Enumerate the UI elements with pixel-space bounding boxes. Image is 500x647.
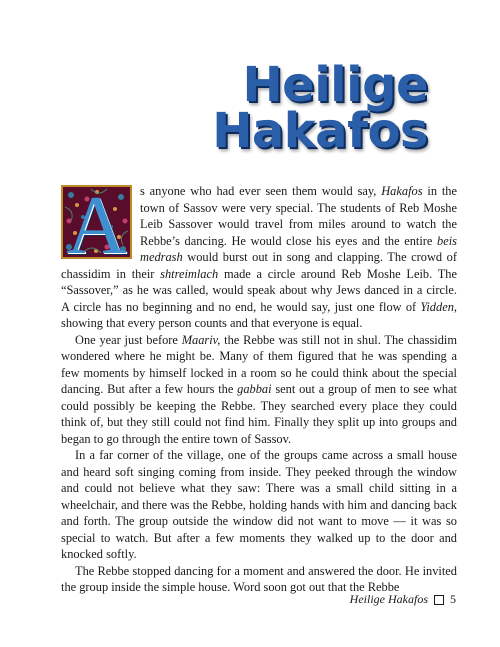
- text-run: showing that every person counts and that everyone is equal.: [61, 316, 363, 330]
- italic-term: beis medrash: [140, 233, 457, 264]
- text-run: made a circle around Reb Moshe Leib. The “Sassover,” as he was called, would speak about why Jews danced in a circle. A circle has no beginning and no end, he would say, just one flow of: [61, 266, 457, 314]
- chapter-title-line-2: Hakafos: [212, 103, 428, 159]
- italic-term: Maariv,: [181, 332, 221, 347]
- running-title: Heilige Hakafos: [349, 592, 428, 606]
- drop-cap: [61, 185, 132, 259]
- text-run: would burst out in song and clapping. The crowd of chassidim in their: [61, 250, 457, 281]
- text-run: the Rebbe was still not in shul. The chassidim wondered where he might be. Many of them figured that he was spending a few moments by himself locked in a room so he could think about the special dancing. But after a few hours the: [61, 332, 457, 396]
- text-run: The Rebbe stopped dancing for a moment and answered the door. He invited the group inside the simple house. Word soon got out that the Rebbe: [61, 563, 457, 594]
- text-run: sent out a group of men to see what could possibly be keeping the Rebbe. They searched every place they could think of, but they still could not find him. Finally they split up into groups and began to go through the entire town of Sassov.: [61, 382, 457, 446]
- story-paragraph: [61, 332, 457, 448]
- italic-term: shtreimlach: [160, 266, 219, 281]
- square-outline-icon: [434, 595, 444, 605]
- page-footer: [350, 592, 456, 607]
- chapter-title-line-1: Heilige: [242, 57, 428, 113]
- text-run: in the town of Sassov were very special. The students of Reb Moshe Leib Sassover would travel from miles around to watch the Rebbe’s dancing. He would close his eyes and the entire: [140, 184, 457, 248]
- story-paragraph: [61, 447, 457, 563]
- italic-term: Yidden,: [420, 299, 457, 314]
- page-number: 5: [450, 592, 456, 606]
- italic-term: Hakafos: [381, 184, 423, 198]
- story-paragraph: [61, 563, 457, 596]
- text-run: In a far corner of the village, one of the groups came across a small house and heard soft singing coming from inside. They peeked through the window and could not believe what they saw: There was a small child sitting in a wheelchair, and there was the Rebbe, holding hands with him and dancing back and forth. The group outside the window did not want to move — it was so special to watch. But after a few moments they walked up to the door and knocked softly.: [61, 448, 457, 561]
- text-run: One year just before: [75, 332, 182, 347]
- chapter-title: [212, 57, 428, 159]
- text-run: s anyone who had ever seen them would say,: [140, 184, 382, 198]
- italic-term: gabbai: [237, 382, 272, 396]
- story-body: [61, 183, 457, 596]
- drop-cap-letter: A: [66, 185, 127, 259]
